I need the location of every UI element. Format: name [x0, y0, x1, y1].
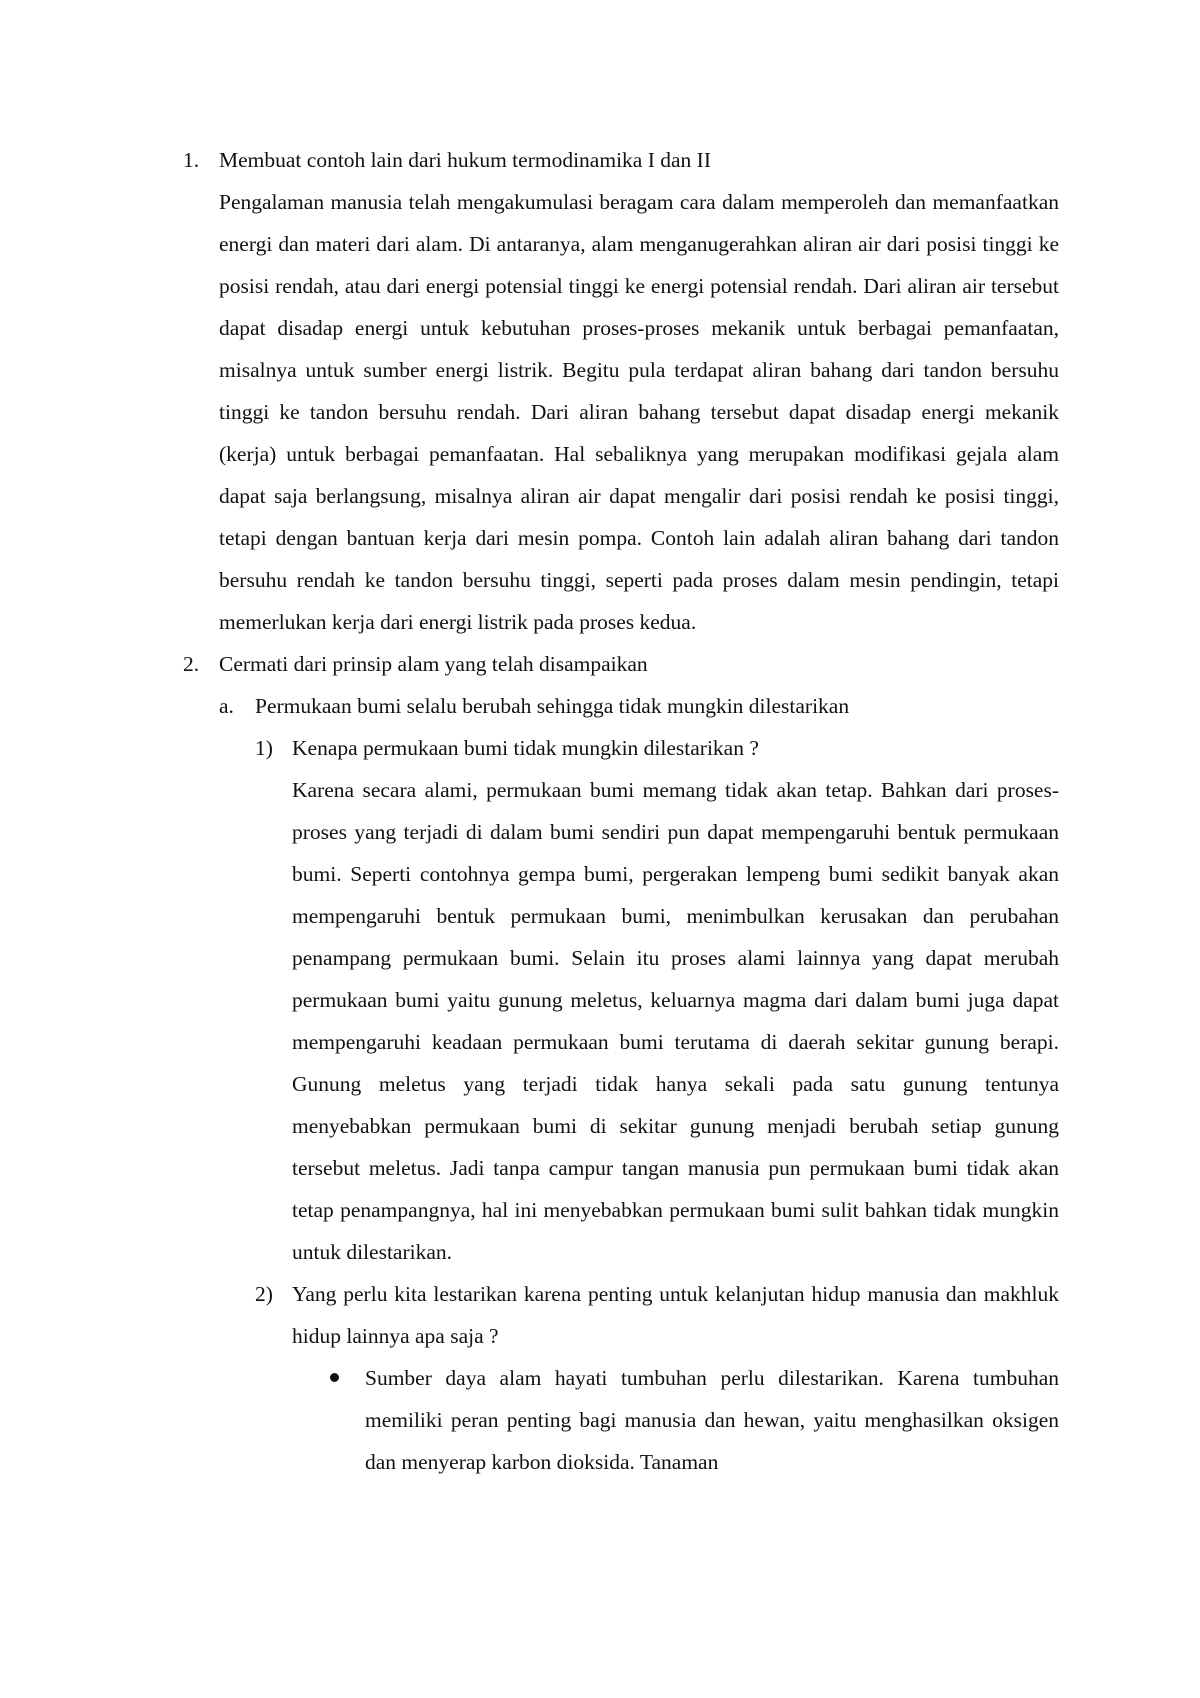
bullet-item — [175, 1357, 1059, 1483]
bullet-icon — [330, 1373, 339, 1382]
list-item-1 — [175, 139, 1059, 181]
list-number: 2. — [183, 652, 200, 676]
sub-item-a — [175, 685, 1059, 727]
question-number: 2) — [255, 1282, 273, 1306]
question-2 — [175, 1273, 1059, 1357]
answer-1-block — [175, 769, 1059, 1273]
question-number: 1) — [255, 736, 273, 760]
item-1-paragraph-block — [175, 181, 1059, 643]
item-1-heading: Membuat contoh lain dari hukum termodinamika I dan II — [219, 148, 711, 172]
list-number: 1. — [183, 148, 200, 172]
item-1-paragraph: Pengalaman manusia telah mengakumulasi beragam cara dalam memperoleh dan memanfaatkan energi dan materi dari alam. Di antaranya, alam menganugerahkan aliran air dari posisi tinggi ke posisi rendah, atau dari energi potensial tinggi ke energi potensial rendah. Dari aliran air tersebut dapat disadap energi untuk kebutuhan proses-proses mekanik untuk berbagai pemanfaatan, misalnya untuk sumber energi listrik. Begitu pula terdapat aliran bahang dari tandon bersuhu tinggi ke tandon bersuhu rendah. Dari aliran bahang tersebut dapat disadap energi mekanik (kerja) untuk berbagai pemanfaatan. Hal sebaliknya yang merupakan modifikasi gejala alam dapat saja berlangsung, misalnya aliran air dapat mengalir dari posisi rendah ke posisi tinggi, tetapi dengan bantuan kerja dari mesin pompa. Contoh lain adalah aliran bahang dari tandon bersuhu rendah ke tandon bersuhu tinggi, seperti pada proses dalam mesin pendingin, tetapi memerlukan kerja dari energi listrik pada proses kedua. — [219, 190, 1059, 634]
sub-letter: a. — [219, 694, 234, 718]
sub-item-a-heading: Permukaan bumi selalu berubah sehingga tidak mungkin dilestarikan — [255, 694, 850, 718]
item-2-heading: Cermati dari prinsip alam yang telah disampaikan — [219, 652, 648, 676]
list-item-2 — [175, 643, 1059, 685]
question-1 — [175, 727, 1059, 769]
question-1-text: Kenapa permukaan bumi tidak mungkin dilestarikan ? — [292, 736, 759, 760]
bullet-1-text: Sumber daya alam hayati tumbuhan perlu dilestarikan. Karena tumbuhan memiliki peran penting bagi manusia dan hewan, yaitu menghasilkan oksigen dan menyerap karbon dioksida. Tanaman — [365, 1366, 1059, 1474]
answer-1-text: Karena secara alami, permukaan bumi memang tidak akan tetap. Bahkan dari proses-proses yang terjadi di dalam bumi sendiri pun dapat mempengaruhi bentuk permukaan bumi. Seperti contohnya gempa bumi, pergerakan lempeng bumi sedikit banyak akan mempengaruhi bentuk permukaan bumi, menimbulkan kerusakan dan perubahan penampang permukaan bumi. Selain itu proses alami lainnya yang dapat merubah permukaan bumi yaitu gunung meletus, keluarnya magma dari dalam bumi juga dapat mempengaruhi keadaan permukaan bumi terutama di daerah sekitar gunung berapi. Gunung meletus yang terjadi tidak hanya sekali pada satu gunung tentunya menyebabkan permukaan bumi di sekitar gunung menjadi berubah setiap gunung tersebut meletus. Jadi tanpa campur tangan manusia pun permukaan bumi tidak akan tetap penampangnya, hal ini menyebabkan permukaan bumi sulit bahkan tidak mungkin untuk dilestarikan. — [292, 778, 1059, 1264]
question-2-text: Yang perlu kita lestarikan karena penting untuk kelanjutan hidup manusia dan makhluk hidup lainnya apa saja ? — [292, 1282, 1059, 1348]
document-body — [175, 139, 1059, 1483]
